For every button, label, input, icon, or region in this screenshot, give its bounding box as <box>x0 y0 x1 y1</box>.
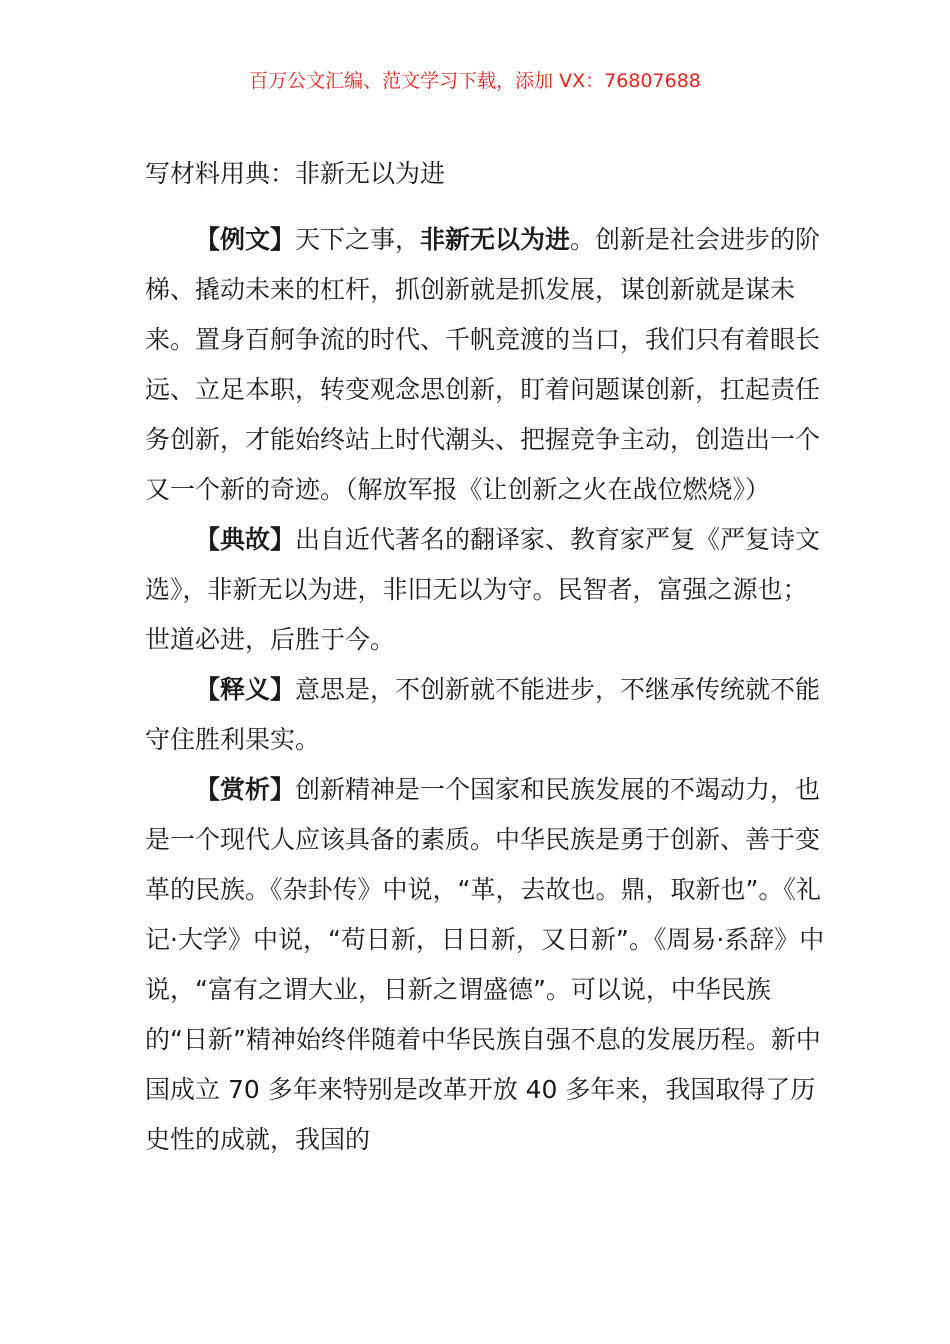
section-tag-example: 【例文】 <box>195 225 296 254</box>
meaning-body-text: 意思是，不创新就不能进步，不继承传统就不能守住胜利果实。 <box>145 675 821 754</box>
example-bold-quote: 非新无以为进 <box>420 225 571 254</box>
allusion-body-text: 出自近代著名的翻译家、教育家严复《严复诗文选》，非新无以为进，非旧无以为守。民智者，富强之源也；世道必进，后胜于今。 <box>145 525 821 654</box>
document-body <box>145 215 825 1165</box>
paragraph-appreciation <box>145 765 825 1165</box>
paragraph-allusion <box>145 515 825 665</box>
section-tag-allusion: 【典故】 <box>195 525 296 554</box>
section-tag-appreciation: 【赏析】 <box>195 775 296 804</box>
section-tag-meaning: 【释义】 <box>195 675 296 704</box>
paragraph-example <box>145 215 825 515</box>
appreciation-body-text: 创新精神是一个国家和民族发展的不竭动力，也是一个现代人应该具备的素质。中华民族是勇于创新、善于变革的民族。《杂卦传》中说，“革，去故也。鼎，取新也”。《礼记·大学》中说，“苟日新，日日新，又日新”。《周易·系辞》中说，“富有之谓大业，日新之谓盛德”。可以说，中华民族的“日新”精神始终伴随着中华民族自强不息的发展历程。新中国成立 70 多年来特别是改革开放 40 多年来，我国取得了历史性的成就，我国的 <box>145 775 825 1154</box>
example-body-text: 。创新是社会进步的阶梯、撬动未来的杠杆，抓创新就是抓发展，谋创新就是谋未来。置身百舸争流的时代、千帆竞渡的当口，我们只有着眼长远、立足本职，转变观念思创新，盯着问题谋创新，扛起责任务创新，才能始终站上时代潮头、把握竞争主动，创造出一个又一个新的奇迹。（解放军报《让创新之火在战位燃烧》） <box>145 225 821 504</box>
example-lead-text: 天下之事， <box>295 225 421 254</box>
paragraph-meaning <box>145 665 825 765</box>
document-title: 写材料用典：非新无以为进 <box>145 159 446 188</box>
watermark-header: 百万公文汇编、范文学习下载，添加 VX：76807688 <box>249 70 701 92</box>
